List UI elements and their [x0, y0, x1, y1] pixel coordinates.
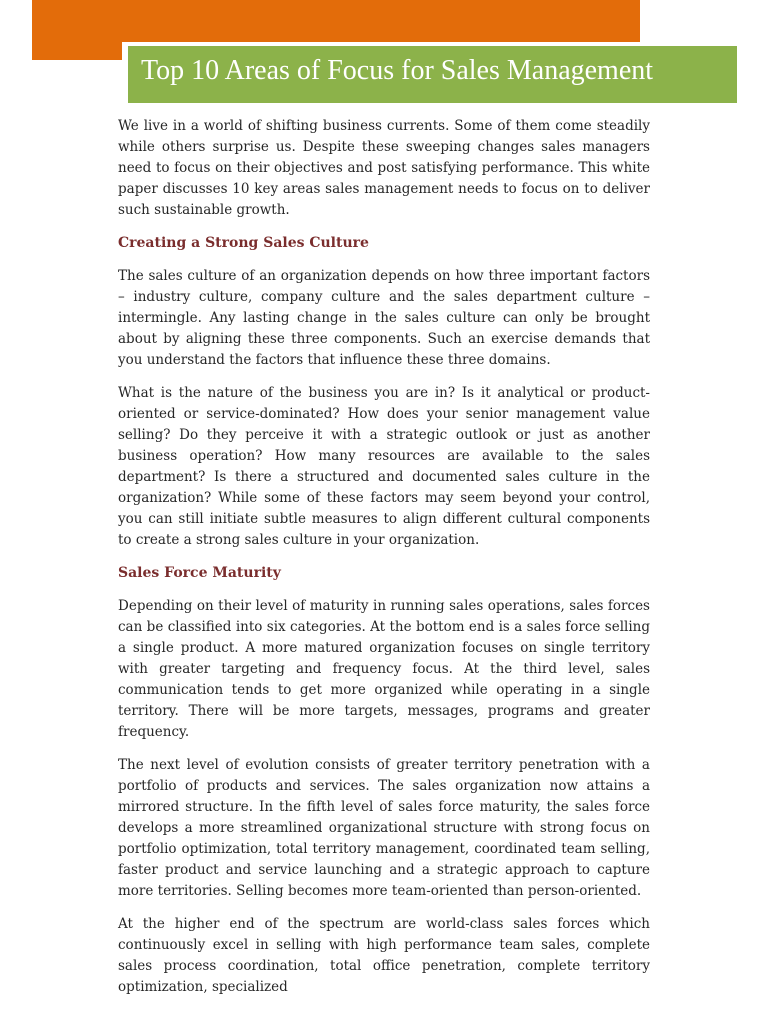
body-paragraph: At the higher end of the spectrum are world-class sales forces which continuously excel in selling with high performance team sales, complete sales process coordination, total office penetration, complete territory optimization, specialized — [118, 916, 650, 995]
body-paragraph: The sales culture of an organization depends on how three important factors – industry culture, company culture and the sales department culture – intermingle. Any lasting change in the sales culture can only be brought about by aligning these three components. Such an exercise demands that you understand the factors that influence these three domains. — [118, 268, 650, 368]
body-paragraph: Depending on their level of maturity in running sales operations, sales forces can be classified into six categories. At the bottom end is a sales force selling a single product. A more matured organization focuses on single territory with greater targeting and frequency focus. At the third level, sales communication tends to get more organized while operating in a single territory. There will be more targets, messages, programs and greater frequency. — [118, 598, 650, 740]
page-title: Top 10 Areas of Focus for Sales Management — [141, 55, 654, 86]
intro-paragraph: We live in a world of shifting business currents. Some of them come steadily while others surprise us. Despite these sweeping changes sales managers need to focus on their objectives and post satisfying performance. This white paper discusses 10 key areas sales management needs to focus on to deliver such sustainable growth. — [118, 118, 650, 218]
section-heading-sales-culture: Creating a Strong Sales Culture — [118, 235, 369, 251]
section-heading-sales-force-maturity: Sales Force Maturity — [118, 565, 281, 581]
document-body — [118, 116, 650, 998]
body-paragraph: What is the nature of the business you are in? Is it analytical or product-oriented or service-dominated? How does your senior management value selling? Do they perceive it with a strategic outlook or just as another business operation? How many resources are available to the sales department? Is there a structured and documented sales culture in the organization? While some of these factors may seem beyond your control, you can still initiate subtle measures to align different cultural components to create a strong sales culture in your organization. — [118, 385, 650, 548]
body-paragraph: The next level of evolution consists of greater territory penetration with a portfolio of products and services. The sales organization now attains a mirrored structure. In the fifth level of sales force maturity, the sales force develops a more streamlined organizational structure with strong focus on portfolio optimization, total territory management, coordinated team selling, faster product and service launching and a strategic approach to capture more territories. Selling becomes more team-oriented than person-oriented. — [118, 757, 650, 899]
